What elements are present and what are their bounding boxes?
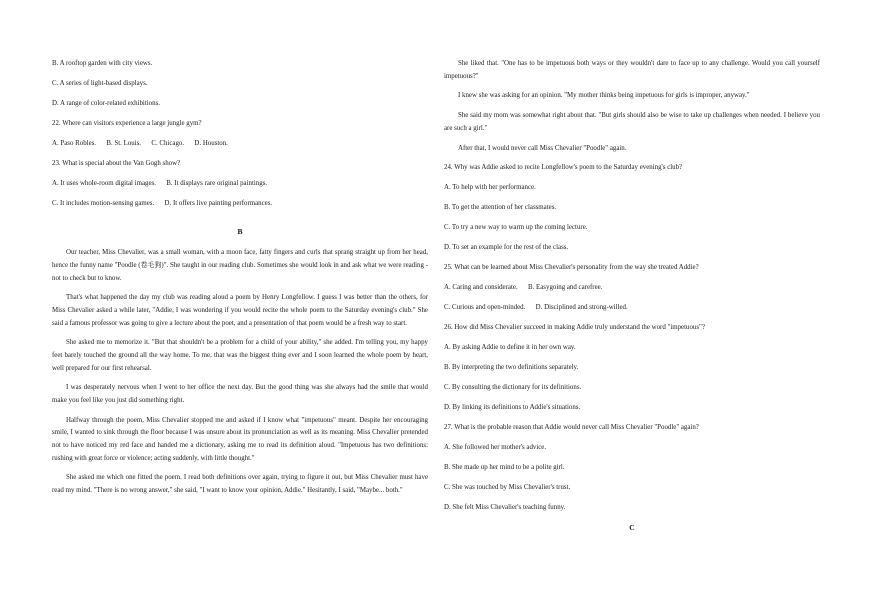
option-text: D. She felt Miss Chevalier's teaching funny. [444, 504, 566, 512]
option-text: C. To try a new way to warm up the coming lecture. [444, 224, 588, 232]
question-25: 25. What can be learned about Miss Chevalier's personality from the way she treated Addie? [444, 264, 699, 272]
left-column [52, 58, 428, 505]
option-text: B. She made up her mind to be a polite girl. [444, 464, 565, 472]
option-text: D. To set an example for the rest of the class. [444, 244, 569, 252]
option-text: A. To help with her performance. [444, 184, 536, 192]
option-text: C. A series of light-based displays. [52, 79, 148, 87]
right-column [444, 58, 820, 543]
section-label-c: C [629, 523, 635, 533]
option-text: A. Caring and considerate. B. Easygoing and carefree. [444, 284, 603, 292]
passage-paragraph: Halfway through the poem, Miss Chevalier stopped me and asked if I know what "impetuous" meant. Despite her encouraging smile, I wanted to sink through the floor because I was unsure about its pronunciation as well as its meaning. Miss Chevalier pretended not to have noticed my red face and handed me a dictionary, asking me to read its definition aloud. "Impetuous has two definitions: rushing with great force or violence; acting suddenly, with little thought." [52, 416, 430, 462]
section-label-b: B [237, 227, 243, 237]
question-27: 27. What is the probable reason that Addie would never call Miss Chevalier "Poodle" again? [444, 424, 699, 432]
passage-paragraph: She asked me to memorize it. "But that shouldn't be a problem for a child of your ability," she added. I'm telling you, my happy feet barely touched the ground all the way home. To me, that was the biggest thing ever and I soon learned the whole poem by heart, well prepared for our first rehearsal. [52, 339, 430, 372]
question-22: 22. Where can visitors experience a large jungle gym? [52, 119, 202, 127]
option-text: C. By consulting the dictionary for its definitions. [444, 384, 582, 392]
option-text: B. By interpreting the two definitions separately. [444, 364, 579, 372]
passage-paragraph: Our teacher, Miss Chevalier, was a small woman, with a moon face, fatty fingers and curls that sprang straight up from her head, hence the funny name "Poodle (卷毛狗)". She taught in our reading club. Sometimes she would look in and ask what we were reading - not to check but to know. [52, 249, 430, 282]
passage-paragraph: I was desperately nervous when I went to her office the next day. But the good thing was she always had the smile that would make you feel like you just did something right. [52, 384, 430, 404]
option-text: A. Paso Robles. B. St. Louis. C. Chicago. D. Houston. [52, 139, 228, 147]
option-text: A. She followed her mother's advice. [444, 444, 547, 452]
option-text: A. It uses whole-room digital images. B. It displays rare original paintings. [52, 179, 268, 187]
option-text: D. A range of color-related exhibitions. [52, 99, 160, 107]
option-text: C. She was touched by Miss Chevalier's trust. [444, 484, 571, 492]
passage-paragraph: She said my mom was somewhat right about that. "But girls should also be wise to take up challenges when needed. I believe you are such a girl." [444, 112, 822, 132]
passage-paragraph: After that, I would never call Miss Chevalier "Poodle" again. [458, 144, 627, 152]
option-text: B. A rooftop garden with city views. [52, 60, 153, 67]
option-text: C. It includes motion-sensing games. D. It offers live painting performances. [52, 199, 273, 207]
question-26: 26. How did Miss Chevalier succeed in making Addie truly understand the word "impetuous"? [444, 324, 705, 332]
passage-paragraph: I knew she was asking for an opinion. "My mother thinks being impetuous for girls is improper, anyway." [458, 92, 750, 100]
option-text: C. Curious and open-minded. D. Disciplined and strong-willed. [444, 304, 628, 312]
question-23: 23. What is special about the Van Gogh show? [52, 159, 181, 167]
option-text: A. By asking Addie to define it in her own way. [444, 344, 576, 352]
passage-paragraph: That's what happened the day my club was reading aloud a poem by Henry Longfellow. I guess I was better than the others, for Miss Chevalier asked a while later, "Addie, I was wondering if you would recite the whole poem to the Saturday evening's club." She said a famous professor was going to give a lecture about the poet, and a presentation of that poem would be a fresh way to start. [52, 294, 430, 327]
option-text: B. To get the attention of her classmates. [444, 204, 557, 212]
option-text: D. By linking its definitions to Addie's situations. [444, 404, 581, 412]
passage-paragraph: She asked me which one fitted the poem. I read both definitions over again, trying to figure it out, but Miss Chevalier must have read my mind. "There is no wrong answer," she said, "I want to know your opinion, Addie." Hesitantly, I said, "Maybe... both." [52, 474, 430, 494]
passage-paragraph: She liked that. "One has to be impetuous both ways or they wouldn't dare to face up to any challenge. Would you call yourself impetuous?" [444, 60, 822, 80]
question-24: 24. Why was Addie asked to recite Longfellow's poem to the Saturday evening's club? [444, 164, 683, 172]
